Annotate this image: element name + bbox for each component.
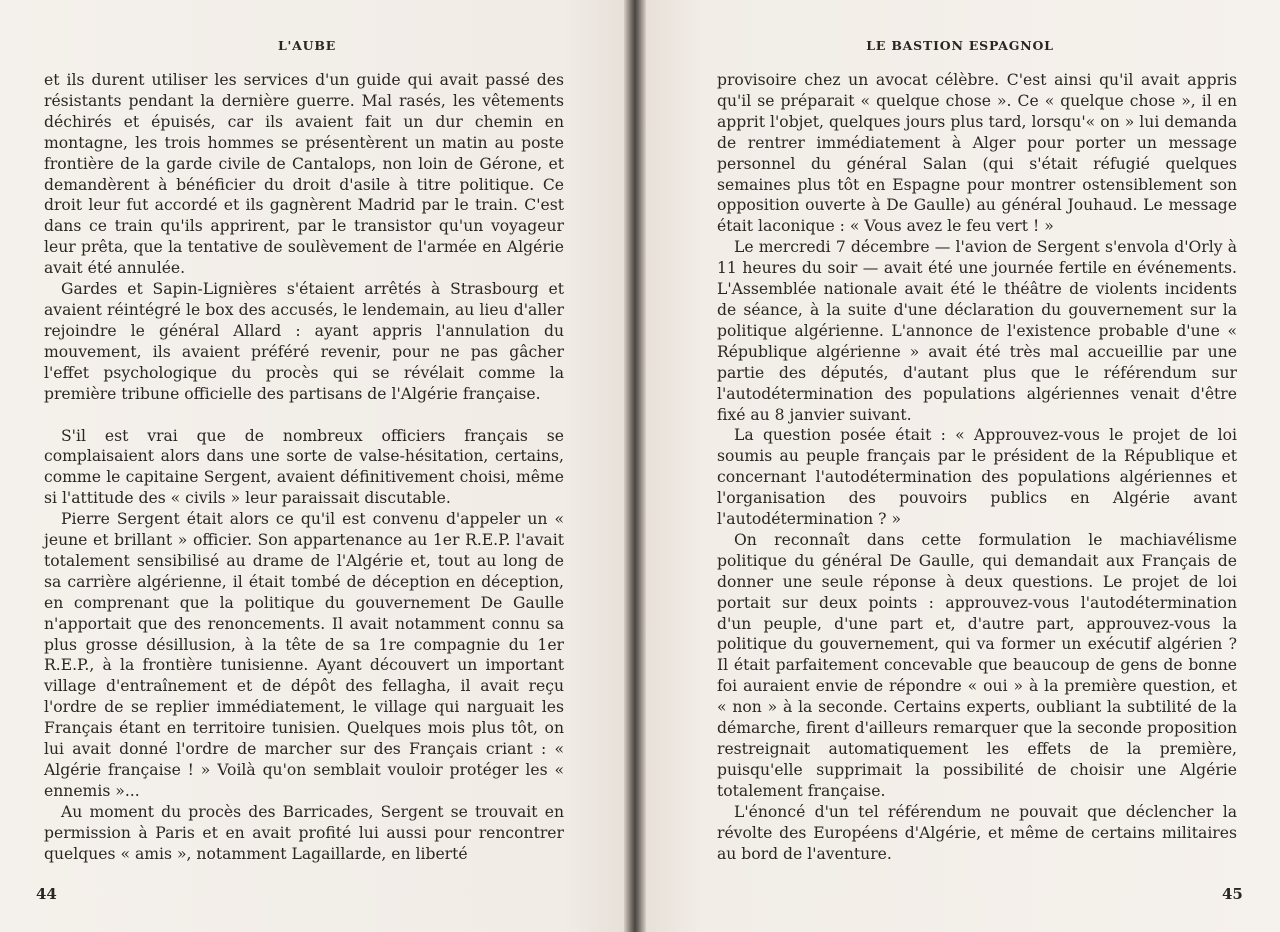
- paragraph: On reconnaît dans cette formulation le machiavélisme politique du général De Gaulle, qui demandait aux Français de donner une seule réponse à deux questions. Le projet de loi portait sur deux points : approuvez-vous l'autodétermination d'un peuple, d'une part et, d'autre part, approuvez-vous la politique du gouvernement, qui va former un exécutif algérien ? Il était parfaitement concevable que beaucoup de gens de bonne foi auraient envie de répondre « oui » à la première question, et « non » à la seconde. Certains experts, oubliant la subtilité de la démarche, firent d'ailleurs remarquer que la seconde proposition restreignait automatiquement les effets de la première, puisqu'elle supprimait la possibilité de choisir une Algérie totalement française.: [717, 530, 1237, 800]
- page-number-right: 45: [1222, 885, 1243, 903]
- paragraph: S'il est vrai que de nombreux officiers français se complaisaient alors dans une sorte de valse-hésitation, certains, comme le capitaine Sergent, avaient définitivement choisi, même si l'attitude des « civils » leur paraissait discutable.: [44, 426, 564, 508]
- right-page: [640, 0, 1280, 932]
- paragraph: et ils durent utiliser les services d'un guide qui avait passé des résistants pendant la dernière guerre. Mal rasés, les vêtements déchirés et épuisés, car ils avaient fait un dur chemin en montagne, les trois hommes se présentèrent un matin au poste frontière de la garde civile de Cantalops, non loin de Gérone, et demandèrent à bénéficier du droit d'asile à titre politique. Ce droit leur fut accordé et ils gagnèrent Madrid par le train. C'est dans ce train qu'ils apprirent, par le transistor qu'un voyageur leur prêta, que la tentative de soulèvement de l'armée en Algérie avait été annulée.: [44, 71, 564, 278]
- paragraph: Gardes et Sapin-Lignières s'étaient arrêtés à Strasbourg et avaient réintégré le box des accusés, le lendemain, au lieu d'aller rejoindre le général Allard : ayant appris l'annulation du mouvement, ils avaient préféré revenir, pour ne pas gâcher l'effet psychologique du procès qui se révélait comme la première tribune officielle des partisans de l'Algérie française.: [44, 280, 564, 403]
- running-head-left: L'AUBE: [277, 38, 337, 53]
- book-gutter: [624, 0, 646, 932]
- paragraph: L'énoncé d'un tel référendum ne pouvait que déclencher la révolte des Européens d'Algérie, et même de certains militaires au bord de l'aventure.: [717, 802, 1237, 863]
- paragraph: provisoire chez un avocat célèbre. C'est ainsi qu'il avait appris qu'il se préparait « quelque chose ». Ce « quelque chose », il en apprit l'objet, quelques jours plus tard, lorsqu'« on » lui demanda de rentrer immédiatement à Alger pour porter un message personnel du général Salan (qui s'était réfugié quelques semaines plus tôt en Espagne pour montrer ostensiblement son opposition ouverte à De Gaulle) au général Jouhaud. Le message était laconique : « Vous avez le feu vert ! »: [717, 71, 1237, 236]
- page-number-left: 44: [36, 885, 57, 903]
- paragraph: Au moment du procès des Barricades, Sergent se trouvait en permission à Paris et en avait profité lui aussi pour rencontrer quelques « amis », notamment Lagaillarde, en liberté: [44, 802, 564, 863]
- paragraph: Le mercredi 7 décembre — l'avion de Sergent s'envola d'Orly à 11 heures du soir — avait été une journée fertile en événements. L'Assemblée nationale avait été le théâtre de violents incidents de séance, à la suite d'une déclaration du gouvernement sur la politique algérienne. L'annonce de l'existence probable d'une « République algérienne » avait été très mal accueillie par une partie des députés, d'autant plus que le référendum sur l'autodétermination des populations algériennes venait d'être fixé au 8 janvier suivant.: [717, 238, 1237, 424]
- running-head-right: LE BASTION ESPAGNOL: [866, 38, 1054, 53]
- paragraph: Pierre Sergent était alors ce qu'il est convenu d'appeler un « jeune et brillant » officier. Son appartenance au 1er R.E.P. l'avait totalement sensibilisé au drame de l'Algérie et, tout au long de sa carrière algérienne, il était tombé de déception en déception, en comprenant que la politique du gouvernement De Gaulle n'apportait que des renoncements. Il avait notamment connu sa plus grosse désillusion, à la tête de sa 1re compagnie du 1er R.E.P., à la frontière tunisienne. Ayant découvert un important village d'entraînement et de dépôt des fellagha, il avait reçu l'ordre de se replier immédiatement, le village qui narguait les Français étant en territoire tunisien. Quelques mois plus tôt, on lui avait donné l'ordre de marcher sur des Français criant : « Algérie française ! » Voilà qu'on semblait vouloir protéger les « ennemis »...: [44, 510, 564, 800]
- paragraph: La question posée était : « Approuvez-vous le projet de loi soumis au peuple français par le président de la République et concernant l'autodétermination des populations algériennes et l'organisation des pouvoirs publics en Algérie avant l'autodétermination ? »: [717, 426, 1237, 529]
- right-page-text: [717, 70, 1237, 864]
- left-page-text: [44, 70, 564, 865]
